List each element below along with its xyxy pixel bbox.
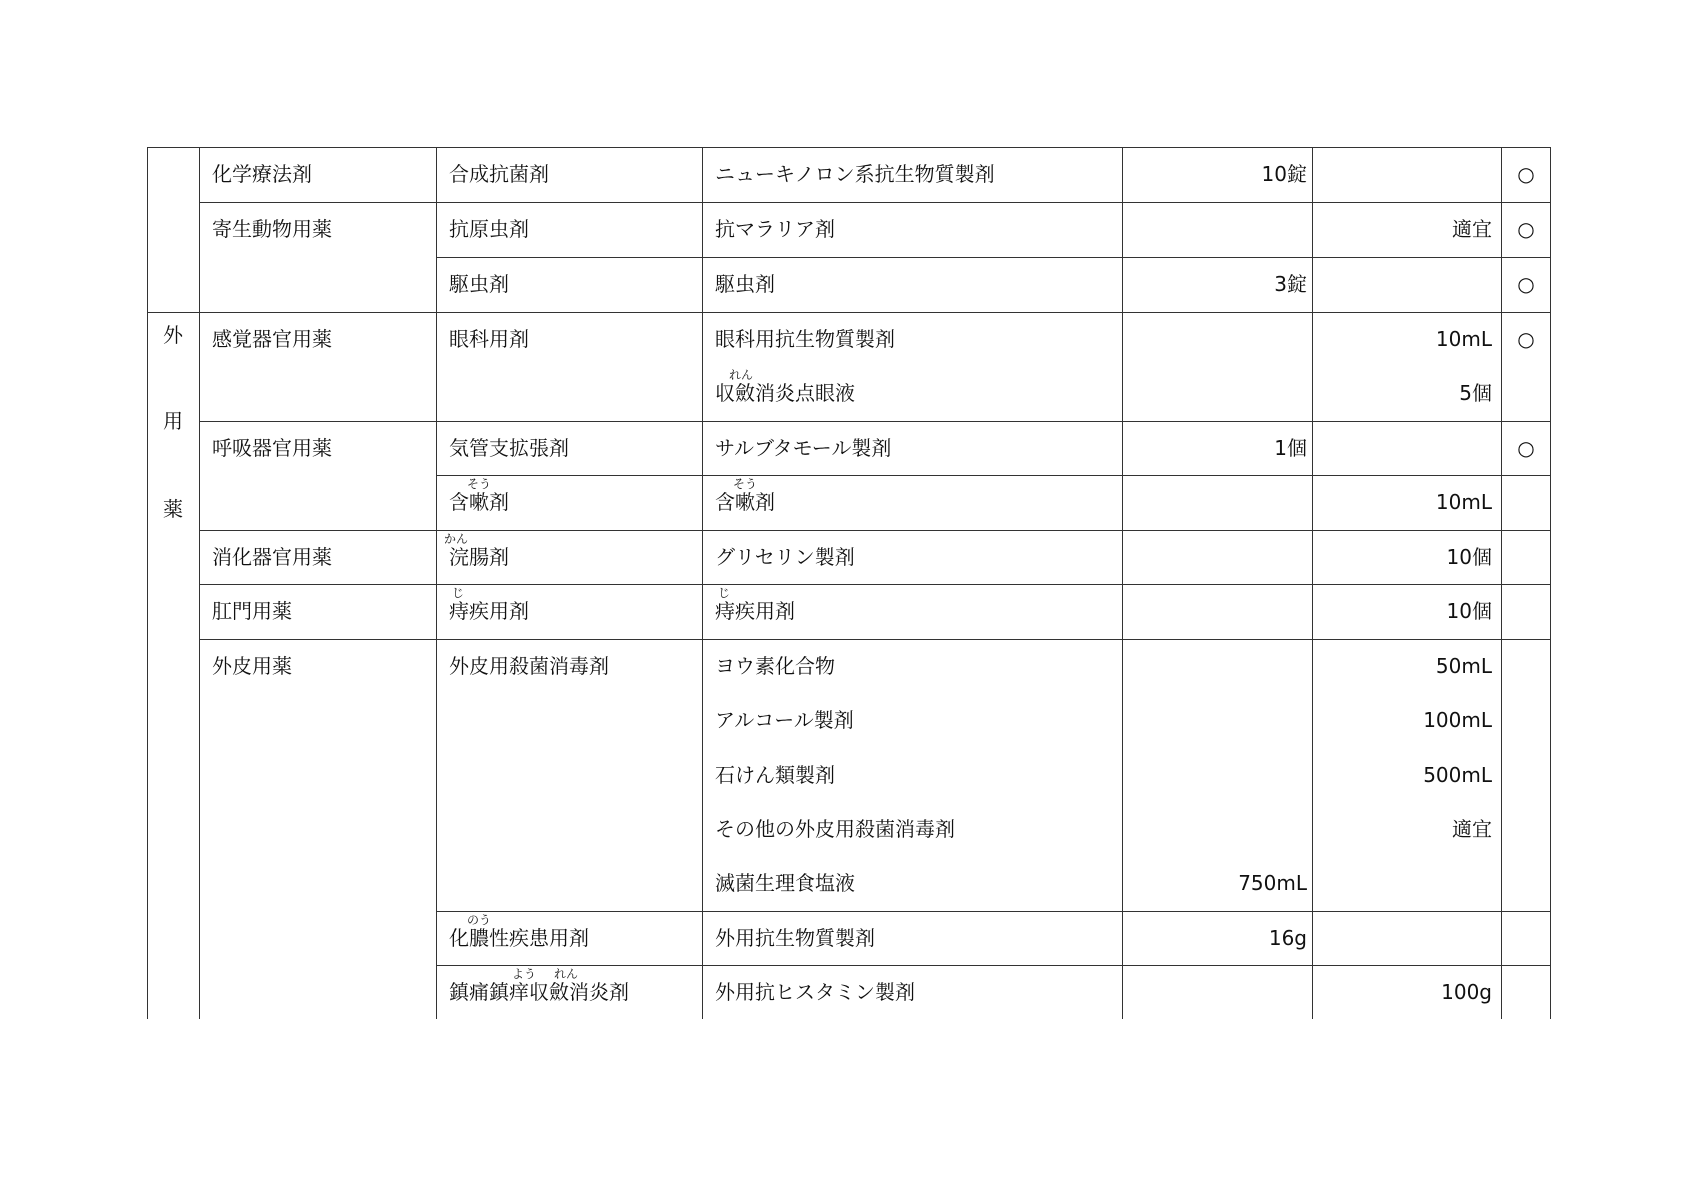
mark-cell: ○ — [1517, 272, 1535, 296]
ruby-annotation: れん — [729, 368, 754, 382]
rule — [436, 965, 1551, 966]
rule — [1122, 147, 1123, 1019]
drug-cell: サルブタモール製剤 — [715, 436, 892, 460]
ruby-annotation: じ — [718, 586, 731, 600]
rule — [199, 421, 1551, 422]
subcategory-cell: 鎮痛鎮痒収斂消炎剤 — [449, 980, 629, 1004]
subcategory-cell: 抗原虫剤 — [449, 217, 529, 241]
qty-b-cell: 10mL — [1435, 490, 1492, 514]
category-cell: 感覚器官用薬 — [212, 327, 332, 351]
category-cell: 寄生動物用薬 — [212, 217, 332, 241]
subcategory-cell: 外皮用殺菌消毒剤 — [449, 654, 609, 678]
side-label-char: 薬 — [163, 497, 183, 521]
ruby-annotation: そう — [467, 477, 492, 491]
rule — [436, 147, 437, 1019]
subcategory-cell: 浣腸剤 — [449, 545, 509, 569]
drug-cell: 収斂消炎点眼液 — [715, 381, 855, 405]
mark-cell: ○ — [1517, 217, 1535, 241]
subcategory-cell: 気管支拡張剤 — [449, 436, 569, 460]
category-cell: 呼吸器官用薬 — [212, 436, 332, 460]
qty-a-cell: 750mL — [1238, 871, 1307, 895]
rule-left — [147, 147, 148, 1019]
rule — [199, 584, 1551, 585]
qty-a-cell: 3錠 — [1274, 272, 1307, 296]
rule — [199, 639, 1551, 640]
rule — [702, 147, 703, 1019]
qty-a-cell: 1個 — [1274, 436, 1307, 460]
rule — [199, 530, 1551, 531]
drug-cell: アルコール製剤 — [715, 708, 854, 732]
qty-b-cell: 適宜 — [1452, 217, 1492, 241]
qty-b-cell: 適宜 — [1452, 817, 1492, 841]
rule — [436, 475, 1551, 476]
drug-cell: ニューキノロン系抗生物質製剤 — [715, 162, 995, 186]
qty-b-cell: 10個 — [1446, 545, 1492, 569]
drug-cell: 外用抗ヒスタミン製剤 — [715, 980, 915, 1004]
category-cell: 肛門用薬 — [212, 599, 292, 623]
rule — [199, 202, 1551, 203]
ruby-annotation: のう — [467, 913, 492, 927]
drug-cell: 石けん類製剤 — [715, 763, 835, 787]
rule-top — [147, 147, 1551, 148]
ruby-annotation: じ — [452, 586, 465, 600]
qty-b-cell: 10mL — [1435, 327, 1492, 351]
drug-cell: 滅菌生理食塩液 — [715, 871, 855, 895]
qty-a-cell: 10錠 — [1261, 162, 1307, 186]
rule — [1312, 147, 1313, 1019]
ruby-annotation: そう — [733, 477, 758, 491]
drug-table — [147, 147, 1551, 1019]
drug-cell: 外用抗生物質製剤 — [715, 926, 875, 950]
qty-a-cell: 16g — [1268, 926, 1307, 950]
drug-cell: 含嗽剤 — [715, 490, 775, 514]
rule — [147, 312, 1551, 313]
qty-b-cell: 500mL — [1423, 763, 1492, 787]
subcategory-cell: 含嗽剤 — [449, 490, 509, 514]
rule — [436, 257, 1551, 258]
qty-b-cell: 10個 — [1446, 599, 1492, 623]
drug-cell: 抗マラリア剤 — [715, 217, 835, 241]
mark-cell: ○ — [1517, 327, 1535, 351]
subcategory-cell: 眼科用剤 — [449, 327, 529, 351]
drug-cell: その他の外皮用殺菌消毒剤 — [715, 817, 955, 841]
subcategory-cell: 合成抗菌剤 — [449, 162, 549, 186]
category-cell: 外皮用薬 — [212, 654, 292, 678]
subcategory-cell: 化膿性疾患用剤 — [449, 926, 589, 950]
drug-cell: 駆虫剤 — [715, 272, 775, 296]
rule-right — [1550, 147, 1551, 1019]
ruby-annotation: よう — [512, 967, 537, 981]
ruby-annotation: れん — [554, 967, 579, 981]
mark-cell: ○ — [1517, 162, 1535, 186]
drug-cell: 眼科用抗生物質製剤 — [715, 327, 895, 351]
qty-b-cell: 100g — [1441, 980, 1492, 1004]
drug-cell: グリセリン製剤 — [715, 545, 855, 569]
side-label-char: 用 — [163, 409, 183, 433]
drug-cell: ヨウ素化合物 — [715, 654, 835, 678]
subcategory-cell: 駆虫剤 — [449, 272, 509, 296]
ruby-annotation: かん — [444, 532, 469, 546]
qty-b-cell: 100mL — [1423, 708, 1492, 732]
rule — [199, 147, 200, 1019]
qty-b-cell: 50mL — [1435, 654, 1492, 678]
category-cell: 化学療法剤 — [212, 162, 312, 186]
mark-cell: ○ — [1517, 436, 1535, 460]
drug-cell: 痔疾用剤 — [715, 599, 795, 623]
subcategory-cell: 痔疾用剤 — [449, 599, 529, 623]
side-label-char: 外 — [163, 323, 183, 347]
category-cell: 消化器官用薬 — [212, 545, 332, 569]
qty-b-cell: 5個 — [1459, 381, 1492, 405]
rule — [436, 911, 1551, 912]
